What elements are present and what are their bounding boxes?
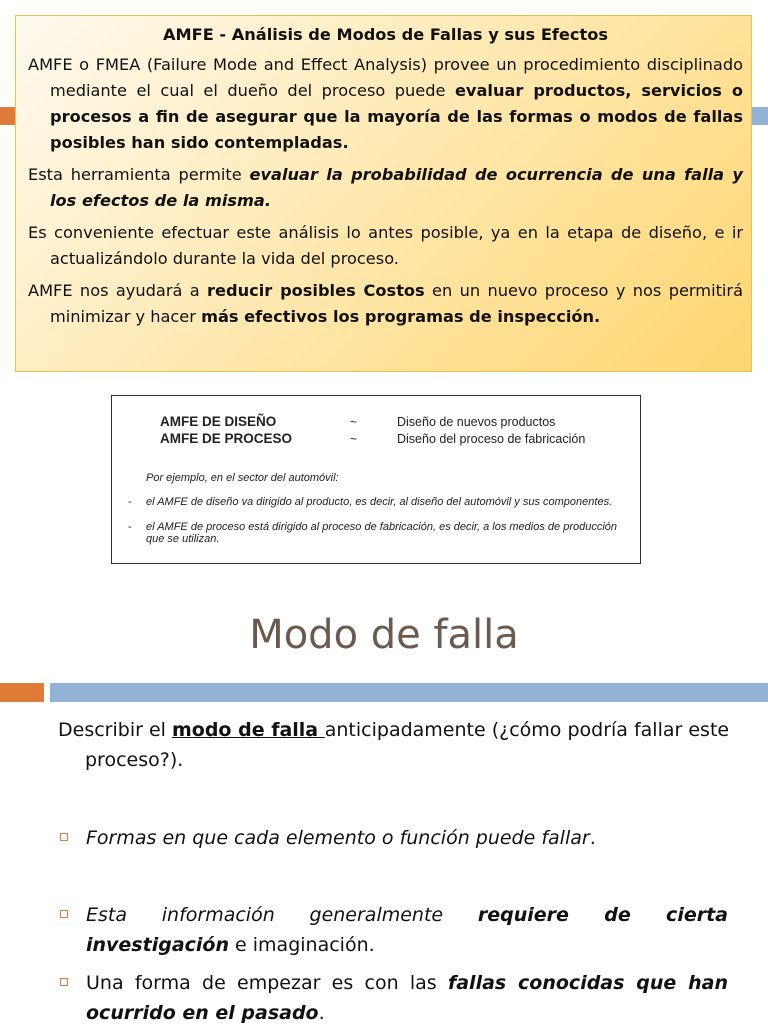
amfe-type-desc-process: Diseño del proceso de fabricación <box>397 432 586 446</box>
bullet-3-text-1: Una forma de empezar es con las <box>86 972 448 994</box>
amfe-p3-text: Es conveniente efectuar este análisis lo antes posible, ya en la etapa de diseño, e ir actualizándolo durante la vida del proceso. <box>28 223 743 268</box>
amfe-paragraph-1 <box>28 52 743 156</box>
amfe-type-label-design: AMFE DE DISEÑO <box>160 414 277 429</box>
intro-underlined: modo de falla <box>171 719 325 741</box>
example-item-text: el AMFE de diseño va dirigido al producto, es decir, al diseño del automóvil y sus componentes. <box>146 496 613 508</box>
bullet-2-italic: Esta información generalmente <box>86 904 478 926</box>
amfe-p4-text-1: AMFE nos ayudará a <box>28 281 208 300</box>
amfe-paragraph-2 <box>28 162 743 214</box>
decorative-bar-blue-top <box>752 107 768 125</box>
dash-marker: - <box>128 496 132 508</box>
intro-text-2: anticipadamente (¿cómo podría fallar este proceso?). <box>85 719 730 771</box>
amfe-box-title: AMFE - Análisis de Modos de Fallas y sus Efectos <box>163 25 608 44</box>
bullet-2-bold-italic: requiere de cierta investigación <box>86 904 728 956</box>
example-item <box>128 496 618 508</box>
amfe-p2-text: Esta herramienta permite <box>28 165 250 184</box>
approx-symbol: ~ <box>350 415 358 429</box>
bullet-item <box>58 900 728 960</box>
decorative-bar-blue-mid <box>50 683 768 702</box>
bullet-item <box>58 968 728 1028</box>
amfe-p4-bold-1: reducir posibles Costos <box>207 281 425 300</box>
amfe-p4-bold-2: más efectivos los programas de inspección. <box>201 307 601 326</box>
amfe-p1-text: AMFE o FMEA (Failure Mode and Effect Analysis) provee un procedimiento disciplinado mediante el cual el dueño del proceso puede <box>28 55 743 100</box>
amfe-type-label-process: AMFE DE PROCESO <box>160 431 293 446</box>
section-title: Modo de falla <box>249 612 519 658</box>
decorative-bar-orange-mid <box>0 683 44 702</box>
square-bullet-icon <box>60 833 68 841</box>
square-bullet-icon <box>60 978 68 986</box>
bullet-2-text: e imaginación. <box>229 934 375 956</box>
amfe-paragraph-4 <box>28 278 743 330</box>
bullet-3-bold-italic: fallas conocidas que han ocurrido en el pasado <box>86 972 728 1024</box>
example-item <box>128 521 618 545</box>
square-bullet-icon <box>60 910 68 918</box>
amfe-p4-text-2: en un nuevo proceso y nos permitirá minimizar y hacer <box>50 281 743 326</box>
bullet-1-text: . <box>589 827 596 849</box>
amfe-type-desc-design: Diseño de nuevos productos <box>397 415 556 429</box>
bullet-1-italic: Formas en que cada elemento o función puede fallar <box>86 827 590 849</box>
intro-paragraph <box>58 715 757 775</box>
amfe-types-figure <box>111 395 641 564</box>
amfe-definition-box <box>15 15 752 372</box>
approx-symbol: ~ <box>350 432 358 446</box>
bullet-3-text-2: . <box>318 1002 325 1024</box>
example-heading: Por ejemplo, en el sector del automóvil: <box>146 472 339 484</box>
dash-marker: - <box>128 521 132 533</box>
amfe-p1-bold: evaluar productos, servicios o procesos a fin de asegurar que la mayoría de las formas o modos de fallas posibles han sido contempladas. <box>50 81 743 152</box>
intro-text-1: Describir el <box>58 719 172 741</box>
bullet-item <box>58 823 728 853</box>
decorative-bar-orange-top <box>0 107 16 125</box>
amfe-p2-bold-italic: evaluar la probabilidad de ocurrencia de una falla y los efectos de la misma. <box>50 165 743 210</box>
amfe-paragraph-3 <box>28 220 743 272</box>
example-item-text: el AMFE de proceso está dirigido al proceso de fabricación, es decir, a los medios de producción que se utilizan. <box>146 521 618 545</box>
